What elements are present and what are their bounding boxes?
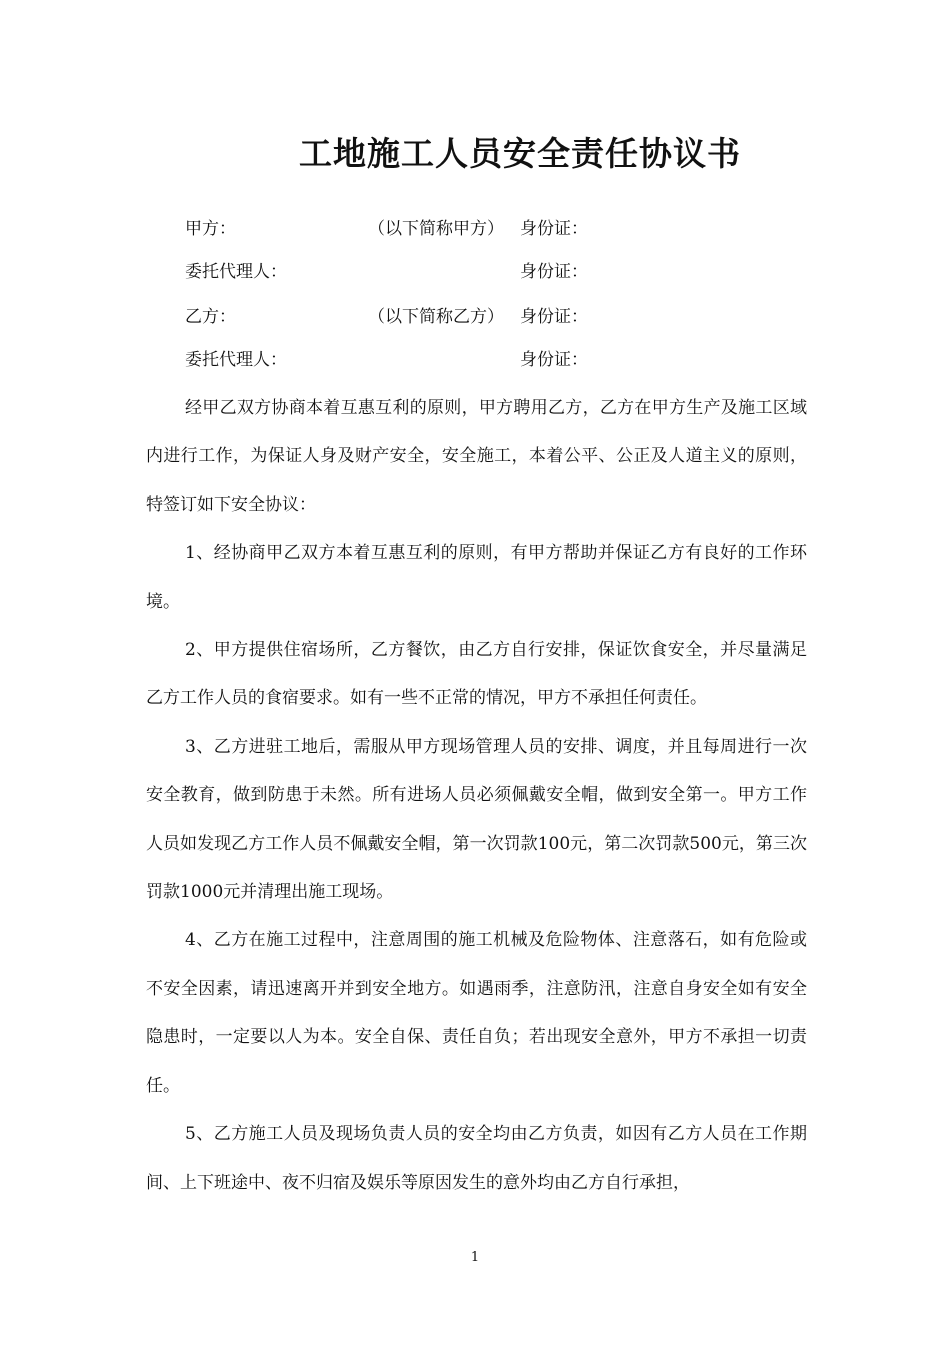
party-b-id-label: 身份证： [520,307,588,327]
clause-2-paragraph: 2、甲方提供住宿场所，乙方餐饮，由乙方自行安排，保证饮食安全，并尽量满足乙方工作人员的食宿要求。如有一些不正常的情况，甲方不承担任何责任。 [146,640,807,709]
clause-3-paragraph: 3、乙方进驻工地后，需服从甲方现场管理人员的安排、调度，并且每周进行一次安全教育，做到防患于未然。所有进场人员必须佩戴安全帽，做到安全第一。甲方工作人员如发现乙方工作人员不佩戴安全帽，第一次罚款100元，第二次罚款500元，第三次罚款1000元并清理出施工现场。 [146,736,807,903]
party-b-agent-label: 委托代理人： [185,350,287,370]
party-a-agent-id-label: 身份证： [520,262,588,282]
clause-5-paragraph: 5、乙方施工人员及现场负责人员的安全均由乙方负责，如因有乙方人员在工作期间、上下班途中、夜不归宿及娱乐等原因发生的意外均由乙方自行承担， [146,1124,807,1193]
party-a-label: 甲方： [185,219,236,239]
party-a-id-label: 身份证： [520,219,588,239]
party-b-label: 乙方： [185,307,236,327]
party-a-note: （以下简称甲方） [368,219,504,239]
document-title: 工地施工人员安全责任协议书 [299,134,741,173]
clause-1-paragraph: 1、经协商甲乙双方本着互惠互利的原则，有甲方帮助并保证乙方有良好的工作环境。 [146,543,807,612]
party-a-agent-label: 委托代理人： [185,262,287,282]
preamble-paragraph: 经甲乙双方协商本着互惠互利的原则，甲方聘用乙方，乙方在甲方生产及施工区域内进行工作，为保证人身及财产安全，安全施工，本着公平、公正及人道主义的原则，特签订如下安全协议： [146,398,807,515]
agreement-body [146,384,807,1207]
party-b-note: （以下简称乙方） [368,307,504,327]
party-b-agent-id-label: 身份证： [520,350,588,370]
page-number: 1 [470,1250,480,1265]
clause-4-paragraph: 4、乙方在施工过程中，注意周围的施工机械及危险物体、注意落石，如有危险或不安全因素，请迅速离开并到安全地方。如遇雨季，注意防汛，注意自身安全如有安全隐患时，一定要以人为本。安全自保、责任自负；若出现安全意外，甲方不承担一切责任。 [146,930,807,1096]
